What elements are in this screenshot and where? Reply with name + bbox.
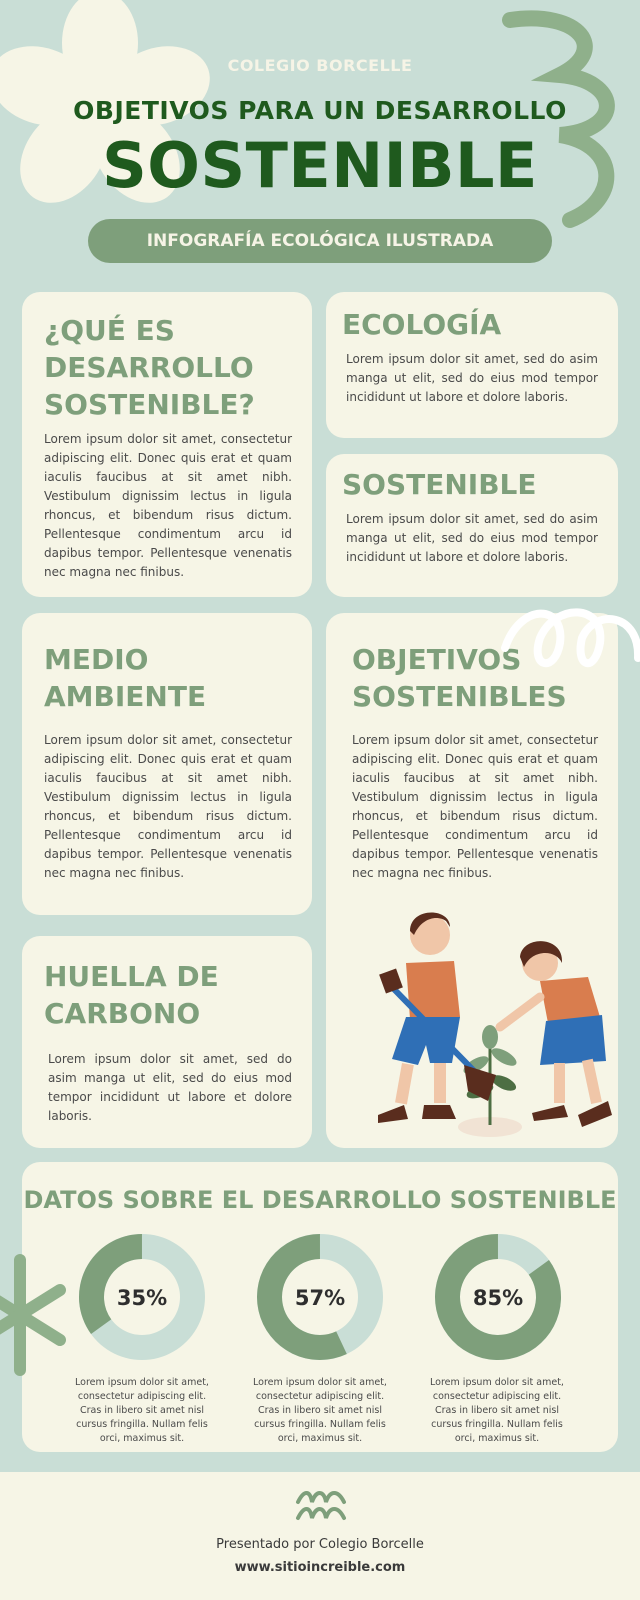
heading-line: OBJETIVOS bbox=[352, 643, 522, 676]
card-sostenible-heading: SOSTENIBLE bbox=[342, 468, 537, 501]
loops-decoration bbox=[500, 598, 640, 688]
footer-url: www.sitioincreible.com bbox=[234, 1560, 406, 1575]
heading-line: SOSTENIBLE? bbox=[44, 388, 255, 421]
card-objetivos-body: Lorem ipsum dolor sit amet, consectetur adipiscing elit. Donec quis erat et quam iaculis faucibus at sit amet nibh. Vestibulum dignissim lectus in ligula rhoncus, et bibendum risus dictum. Pellentesque condimentum arcu id dapibus tempor. Pellentesque venenatis nec magna nec finibus. bbox=[352, 733, 598, 880]
card-que-es-body: Lorem ipsum dolor sit amet, consectetur adipiscing elit. Donec quis erat et quam iaculis faucibus at sit amet nibh. Vestibulum dignissim lectus in ligula rhoncus, et bibendum risus dictum. Pellentesque condimentum arcu id dapibus tempor. Pellentesque venenatis nec magna nec finibus. bbox=[44, 432, 292, 579]
card-medio-ambiente bbox=[22, 613, 312, 915]
card-sostenible-body: Lorem ipsum dolor sit amet, sed do asim manga ut elit, sed do eius mod tempor incididunt ut labore et dolore laboris. bbox=[346, 512, 598, 564]
heading-line: AMBIENTE bbox=[44, 680, 207, 713]
heading-line: CARBONO bbox=[44, 997, 201, 1030]
title-line-1: OBJETIVOS PARA UN DESARROLLO bbox=[73, 96, 567, 125]
card-huella-heading bbox=[44, 958, 219, 1032]
card-sostenible bbox=[326, 454, 618, 597]
heading-line: ¿QUÉ ES bbox=[44, 314, 175, 347]
card-ecologia bbox=[326, 292, 618, 438]
card-ecologia-body: Lorem ipsum dolor sit amet, sed do asim manga ut elit, sed do eius mod tempor incididunt ut labore et dolore laboris. bbox=[346, 352, 598, 404]
subtitle-pill: INFOGRAFÍA ECOLÓGICA ILUSTRADA bbox=[88, 219, 552, 263]
heading-line: DESARROLLO bbox=[44, 351, 254, 384]
donut-label: 85% bbox=[472, 1286, 524, 1310]
heading-line: HUELLA DE bbox=[44, 960, 219, 993]
donut-charts bbox=[22, 1225, 618, 1385]
card-medio-ambiente-body: Lorem ipsum dolor sit amet, consectetur adipiscing elit. Donec quis erat et quam iaculis faucibus at sit amet nibh. Vestibulum dignissim lectus in ligula rhoncus, et bibendum risus dictum. Pellentesque condimentum arcu id dapibus tempor. Pellentesque venenatis nec magna nec finibus. bbox=[44, 733, 292, 880]
card-medio-ambiente-heading bbox=[44, 641, 206, 715]
school-name: COLEGIO BORCELLE bbox=[227, 56, 413, 75]
wave-logo-icon bbox=[294, 1488, 348, 1528]
card-huella-body: Lorem ipsum dolor sit amet, sed do asim manga ut elit, sed do eius mod tempor incididunt ut labore et dolore laboris. bbox=[48, 1052, 292, 1123]
donut-label: 57% bbox=[294, 1286, 346, 1310]
datos-heading: DATOS SOBRE EL DESARROLLO SOSTENIBLE bbox=[23, 1186, 617, 1214]
card-ecologia-heading: ECOLOGÍA bbox=[342, 308, 502, 341]
card-que-es bbox=[22, 292, 312, 597]
card-huella bbox=[22, 936, 312, 1148]
footer-presented: Presentado por Colegio Borcelle bbox=[216, 1537, 424, 1552]
card-que-es-heading bbox=[44, 312, 255, 423]
heading-line: SOSTENIBLES bbox=[352, 680, 567, 713]
donut-segment bbox=[79, 1234, 142, 1334]
chart-caption-2: Lorem ipsum dolor sit amet, consectetur adipiscing elit. Cras in libero sit amet nisl cursus fringilla. Nullam felis orci, maximus sit. bbox=[253, 1377, 387, 1444]
kids-planting-illustration bbox=[318, 905, 628, 1155]
donut-label: 35% bbox=[116, 1286, 168, 1310]
heading-line: MEDIO bbox=[44, 643, 149, 676]
chart-caption-1: Lorem ipsum dolor sit amet, consectetur adipiscing elit. Cras in libero sit amet nisl cursus fringilla. Nullam felis orci, maximus sit. bbox=[75, 1377, 209, 1444]
title-line-2: SOSTENIBLE bbox=[102, 129, 538, 202]
chart-caption-3: Lorem ipsum dolor sit amet, consectetur adipiscing elit. Cras in libero sit amet nisl cursus fringilla. Nullam felis orci, maximus sit. bbox=[430, 1377, 564, 1444]
